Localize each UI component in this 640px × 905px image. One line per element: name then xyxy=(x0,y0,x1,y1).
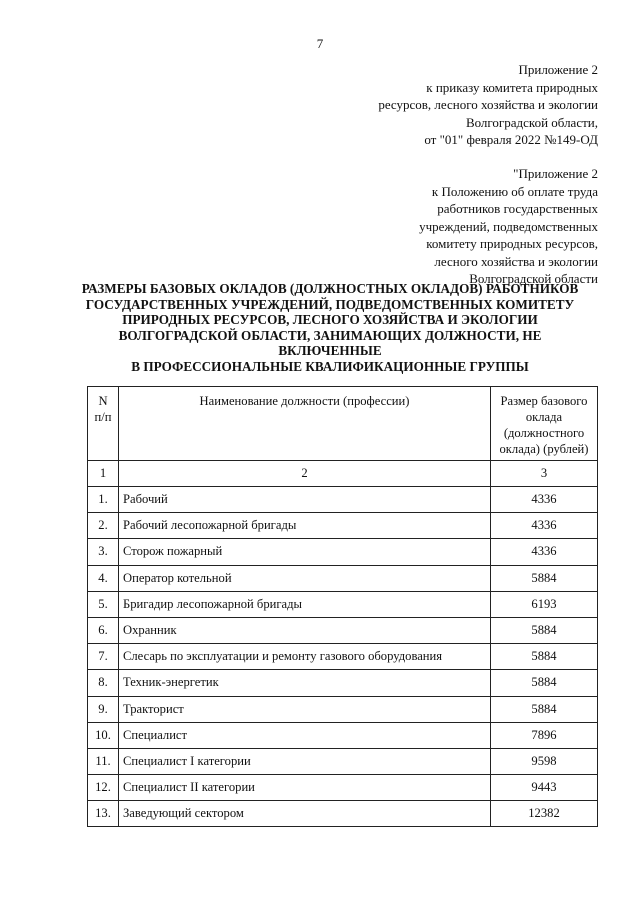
appendix-regulation-line: Волгоградской области xyxy=(469,271,598,286)
row-position-name: Техник-энергетик xyxy=(119,670,491,696)
row-position-name: Специалист I категории xyxy=(119,748,491,774)
row-number: 12. xyxy=(88,775,119,801)
row-position-name: Тракторист xyxy=(119,696,491,722)
header-salary-line: оклада xyxy=(525,410,563,424)
row-salary: 4336 xyxy=(491,513,598,539)
row-salary: 5884 xyxy=(491,617,598,643)
title-line: РАЗМЕРЫ БАЗОВЫХ ОКЛАДОВ (ДОЛЖНОСТНЫХ ОКЛАДОВ) РАБОТНИКОВ xyxy=(81,281,579,296)
table-row xyxy=(88,801,598,827)
appendix-order-line: от "01" февраля 2022 №149-ОД xyxy=(424,132,598,147)
row-number: 9. xyxy=(88,696,119,722)
header-number-line: п/п xyxy=(94,410,112,424)
row-salary: 4336 xyxy=(491,487,598,513)
row-salary: 5884 xyxy=(491,670,598,696)
table-header-row xyxy=(88,387,598,461)
table-body xyxy=(88,487,598,827)
row-number: 5. xyxy=(88,591,119,617)
column-number: 2 xyxy=(119,461,491,487)
appendix-order-line: ресурсов, лесного хозяйства и экологии xyxy=(378,97,598,112)
appendix-regulation-line: учреждений, подведомственных xyxy=(419,218,598,234)
appendix-order-line: к приказу комитета природных xyxy=(426,79,598,95)
column-number: 1 xyxy=(88,461,119,487)
header-salary-line: (должностного xyxy=(503,426,585,440)
row-salary: 4336 xyxy=(491,539,598,565)
row-salary: 7896 xyxy=(491,722,598,748)
row-position-name: Рабочий лесопожарной бригады xyxy=(119,513,491,539)
row-number: 4. xyxy=(88,565,119,591)
appendix-regulation-block xyxy=(268,165,598,288)
row-position-name: Бригадир лесопожарной бригады xyxy=(119,591,491,617)
row-position-name: Сторож пожарный xyxy=(119,539,491,565)
table-row xyxy=(88,487,598,513)
header-number-line: N xyxy=(98,394,108,408)
header-salary xyxy=(491,387,598,461)
table-row xyxy=(88,565,598,591)
row-salary: 5884 xyxy=(491,696,598,722)
row-salary: 12382 xyxy=(491,801,598,827)
row-number: 2. xyxy=(88,513,119,539)
table-row xyxy=(88,775,598,801)
row-position-name: Рабочий xyxy=(119,487,491,513)
appendix-regulation-line: работников государственных xyxy=(437,201,598,216)
row-position-name: Специалист II категории xyxy=(119,775,491,801)
row-number: 6. xyxy=(88,617,119,643)
title-line: ВОЛГОГРАДСКОЙ ОБЛАСТИ, ЗАНИМАЮЩИХ ДОЛЖНОСТИ, НЕ xyxy=(118,327,542,343)
title-line: ПРИРОДНЫХ РЕСУРСОВ, ЛЕСНОГО ХОЗЯЙСТВА И ЭКОЛОГИИ xyxy=(122,312,538,328)
header-position-name: Наименование должности (профессии) xyxy=(119,387,491,461)
row-number: 7. xyxy=(88,644,119,670)
row-number: 1. xyxy=(88,487,119,513)
document-title xyxy=(80,281,580,375)
row-position-name: Специалист xyxy=(119,722,491,748)
header-salary-line: оклада) (рублей) xyxy=(499,442,589,456)
row-salary: 6193 xyxy=(491,591,598,617)
table-row xyxy=(88,591,598,617)
row-salary: 5884 xyxy=(491,644,598,670)
column-number: 3 xyxy=(491,461,598,487)
row-position-name: Оператор котельной xyxy=(119,565,491,591)
row-position-name: Слесарь по эксплуатации и ремонту газового оборудования xyxy=(119,644,491,670)
header-salary-line: Размер базового xyxy=(500,394,588,408)
appendix-order-block xyxy=(268,61,598,149)
appendix-regulation-line: лесного хозяйства и экологии xyxy=(434,253,598,269)
table-row xyxy=(88,670,598,696)
table-row xyxy=(88,696,598,722)
row-salary: 5884 xyxy=(491,565,598,591)
row-position-name: Охранник xyxy=(119,617,491,643)
header-number xyxy=(88,387,119,461)
title-line: ВКЛЮЧЕННЫЕ xyxy=(278,343,382,359)
row-number: 10. xyxy=(88,722,119,748)
appendix-order-line: Приложение 2 xyxy=(518,62,598,77)
appendix-regulation-line: к Положению об оплате труда xyxy=(431,183,598,199)
row-salary: 9443 xyxy=(491,775,598,801)
table-row xyxy=(88,539,598,565)
appendix-order-line: Волгоградской области, xyxy=(465,114,598,130)
row-position-name: Заведующий сектором xyxy=(119,801,491,827)
table-row xyxy=(88,617,598,643)
table-row xyxy=(88,513,598,539)
table-row xyxy=(88,748,598,774)
column-number-row xyxy=(88,461,598,487)
row-number: 8. xyxy=(88,670,119,696)
table-row xyxy=(88,644,598,670)
salary-table xyxy=(87,386,598,827)
page-number: 7 xyxy=(316,36,324,51)
title-line: ГОСУДАРСТВЕННЫХ УЧРЕЖДЕНИЙ, ПОДВЕДОМСТВЕННЫХ КОМИТЕТУ xyxy=(85,296,575,312)
row-number: 13. xyxy=(88,801,119,827)
row-number: 11. xyxy=(88,748,119,774)
row-salary: 9598 xyxy=(491,748,598,774)
appendix-regulation-line: комитету природных ресурсов, xyxy=(426,236,598,251)
title-line: В ПРОФЕССИОНАЛЬНЫЕ КВАЛИФИКАЦИОННЫЕ ГРУППЫ xyxy=(131,358,529,374)
row-number: 3. xyxy=(88,539,119,565)
table-row xyxy=(88,722,598,748)
appendix-regulation-line: "Приложение 2 xyxy=(513,166,598,181)
